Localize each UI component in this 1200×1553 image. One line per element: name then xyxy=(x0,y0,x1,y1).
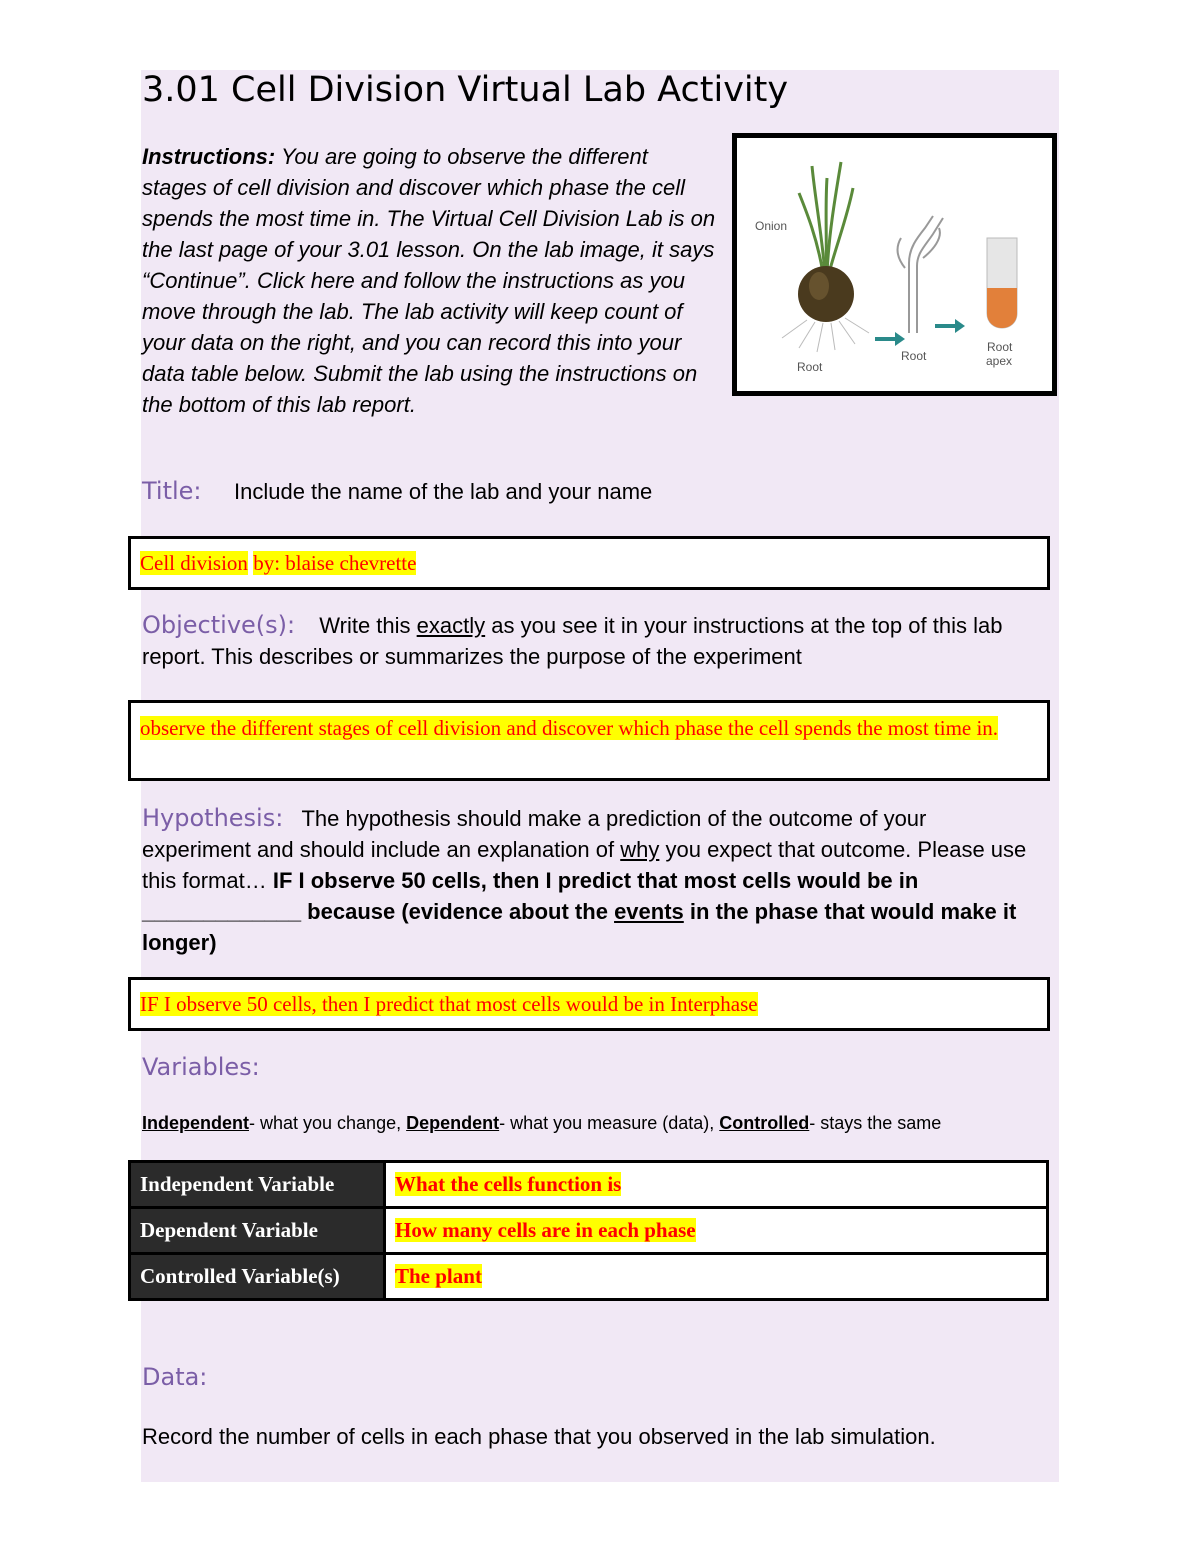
controlled-term: Controlled xyxy=(719,1113,810,1133)
hypothesis-prompt-b: you expect that outcome. Please use this format… xyxy=(142,837,1027,893)
independent-variable-answer: What the cells function is xyxy=(395,1172,622,1196)
objective-answer-text xyxy=(140,715,1035,742)
table-row xyxy=(130,1208,1048,1254)
arrow-icon-2 xyxy=(935,319,965,333)
root-label-2: Root xyxy=(901,349,927,363)
apex-label-2: apex xyxy=(986,354,1013,368)
title-answer-text xyxy=(140,551,416,576)
dependent-variable-value[interactable] xyxy=(385,1208,1048,1254)
variables-definitions xyxy=(142,1113,941,1134)
controlled-variables-answer: The plant xyxy=(395,1264,482,1288)
apex-label-1: Root xyxy=(987,340,1013,354)
variables-table xyxy=(128,1160,1049,1301)
dependent-term: Dependent xyxy=(406,1113,500,1133)
data-section-label: Data: xyxy=(142,1363,208,1391)
title-section-prompt: Include the name of the lab and your name xyxy=(233,479,653,504)
instructions-paragraph xyxy=(142,141,717,420)
title-section-heading xyxy=(142,476,652,507)
table-row xyxy=(130,1254,1048,1300)
objective-prompt-exactly: exactly xyxy=(416,613,486,638)
instructions-text: You are going to observe the different stages of cell division and discover which phase the cell spends the most time in. The Virtual Cell Division Lab is on the last page of your 3.01 lesson. On the lab image, it says “Continue”. Click here and follow the instructions as you move through the lab. The lab activity will keep count of your data on the right, and you can record this into your data table below. Submit the lab using the instructions on the bottom of this lab report. xyxy=(142,144,716,417)
controlled-variables-value[interactable] xyxy=(385,1254,1048,1300)
title-answer-part-2: by: blaise chevrette xyxy=(253,551,417,575)
objective-answer-box[interactable] xyxy=(128,700,1050,781)
independent-variable-value[interactable] xyxy=(385,1162,1048,1208)
dependent-variable-label: Dependent Variable xyxy=(130,1208,385,1254)
onion-root-figure xyxy=(732,133,1057,396)
instructions-label: Instructions: xyxy=(142,144,276,169)
variables-label: Variables: xyxy=(142,1053,260,1081)
dependent-variable-answer: How many cells are in each phase xyxy=(395,1218,696,1242)
root-label-1: Root xyxy=(797,360,823,374)
onion-label: Onion xyxy=(755,219,788,233)
onion-roots xyxy=(782,318,869,352)
hypothesis-prompt-why: why xyxy=(620,837,660,862)
hypothesis-answer-text xyxy=(140,992,758,1017)
single-root-sketch xyxy=(898,216,943,333)
independent-definition: - what you change, xyxy=(249,1113,402,1133)
title-answer-box[interactable] xyxy=(128,536,1050,590)
hypothesis-format-events: events xyxy=(614,899,684,924)
dependent-definition: - what you measure (data), xyxy=(499,1113,715,1133)
hypothesis-format-b: in the phase that would make it longer) xyxy=(142,899,1017,955)
hypothesis-format-a: IF I observe 50 cells, then I predict that most cells would be in _____________ because (evidence about the xyxy=(142,868,919,924)
independent-term: Independent xyxy=(142,1113,249,1133)
onion-root-illustration xyxy=(737,138,1052,391)
root-apex-tip xyxy=(987,288,1017,328)
hypothesis-prompt-a: The hypothesis should make a prediction of the outcome of your experiment and should include an explanation of xyxy=(142,806,927,862)
objective-label: Objective(s): xyxy=(142,611,296,639)
objective-answer: observe the different stages of cell division and discover which phase the cell spends the most time in. xyxy=(140,716,999,740)
objective-section-heading xyxy=(142,610,1037,672)
table-row xyxy=(130,1162,1048,1208)
hypothesis-section-heading xyxy=(142,803,1040,958)
title-section-label: Title: xyxy=(142,477,202,505)
controlled-variables-label: Controlled Variable(s) xyxy=(130,1254,385,1300)
objective-prompt-c: as you see it in your instructions at the top of this lab report. This describes or summarizes the purpose of the experiment xyxy=(142,613,1003,669)
onion-leaves xyxy=(799,162,853,273)
hypothesis-answer: IF I observe 50 cells, then I predict that most cells would be in Interphase xyxy=(140,992,758,1016)
controlled-definition: - stays the same xyxy=(809,1113,942,1133)
data-section-text: Record the number of cells in each phase that you observed in the lab simulation. xyxy=(142,1424,936,1449)
independent-variable-label: Independent Variable xyxy=(130,1162,385,1208)
hypothesis-answer-box[interactable] xyxy=(128,977,1050,1031)
onion-bulb-shine xyxy=(809,272,829,300)
document-title: 3.01 Cell Division Virtual Lab Activity xyxy=(142,70,789,110)
objective-prompt-a: Write this xyxy=(319,613,411,638)
arrow-icon-1 xyxy=(875,332,905,346)
hypothesis-label: Hypothesis: xyxy=(142,804,284,832)
title-answer-part-1: Cell division xyxy=(140,551,248,575)
